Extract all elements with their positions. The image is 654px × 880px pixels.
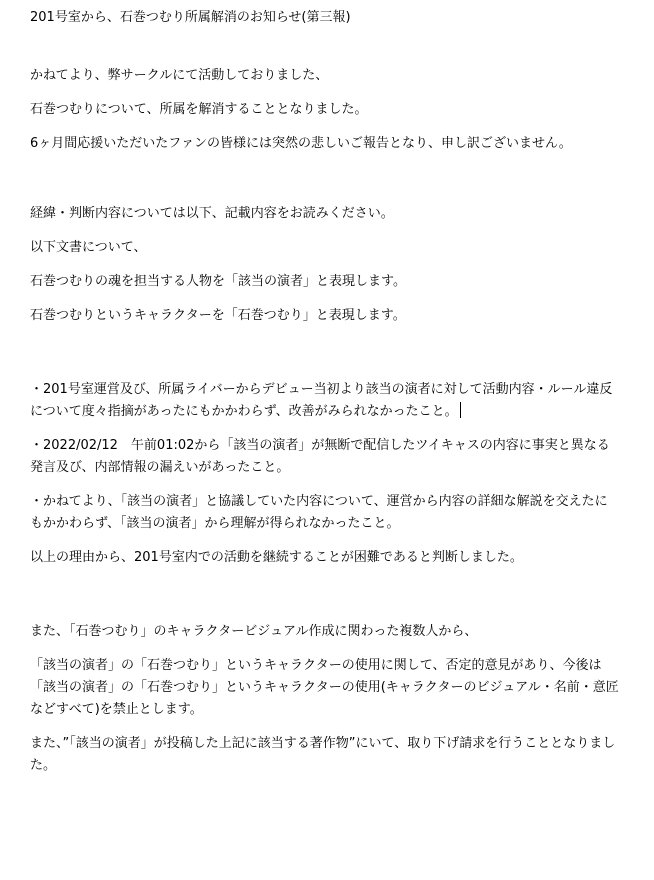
paragraph: また、「石巻つむり」のキャラクタービジュアル作成に関わった複数人から、 [30, 624, 478, 639]
paragraph: 「該当の演者」の「石巻つむり」というキャラクターの使用に関して、否定的意見があり、今後は「該当の演者」の「石巻つむり」というキャラクターの使用(キャラクターのビジュアル・名前・意匠などすべて)を禁止とします。 [30, 658, 619, 717]
blank-line [30, 581, 620, 621]
text-cursor [460, 402, 461, 418]
document-title: 201号室から、石巻つむり所属解消のお知らせ(第三報) [30, 10, 351, 25]
paragraph: 6ヶ月間応援いただいたファンの皆様には突然の悲しいご報告となり、申し訳ございません。 [30, 136, 572, 151]
bullet-paragraph [30, 379, 620, 423]
paragraph: 経緯・判断内容については以下、記載内容をお読みください。 [30, 206, 394, 221]
paragraph: また、”「該当の演者」が投稿した上記に該当する著作物”にいて、取り下げ請求を行うこととなりました。 [30, 736, 616, 773]
paragraph: 石巻つむりについて、所属を解消することとなりました。 [30, 102, 368, 117]
bullet-paragraph: ・2022/02/12 午前01:02から「該当の演者」が無断で配信したツイキャスの内容に事実と異なる発言及び、内部情報の漏えいがあったこと。 [30, 438, 610, 475]
blank-line [30, 167, 620, 203]
paragraph: 石巻つむりの魂を担当する人物を「該当の演者」と表現します。 [30, 274, 406, 289]
paragraph: 石巻つむりというキャラクターを「石巻つむり」と表現します。 [30, 308, 406, 323]
paragraph: かねてより、弊サークルにて活動しておりました、 [30, 68, 329, 83]
bullet-paragraph: ・かねてより、「該当の演者」と協議していた内容について、運営から内容の詳細な解説を交えたにもかかわらず、「該当の演者」から理解が得られなかったこと。 [30, 494, 608, 531]
bullet-text: ・201号室運営及び、所属ライバーからデビュー当初より該当の演者に対して活動内容・ルール違反について度々指摘があったにもかかわらず、改善がみられなかったこと。 [30, 382, 613, 419]
blank-line [30, 29, 620, 65]
paragraph: 以上の理由から、201号室内での活動を継続することが困難であると判断しました。 [30, 550, 523, 565]
blank-line [30, 339, 620, 379]
paragraph: 以下文書について、 [30, 240, 147, 255]
document-body[interactable] [30, 7, 620, 789]
